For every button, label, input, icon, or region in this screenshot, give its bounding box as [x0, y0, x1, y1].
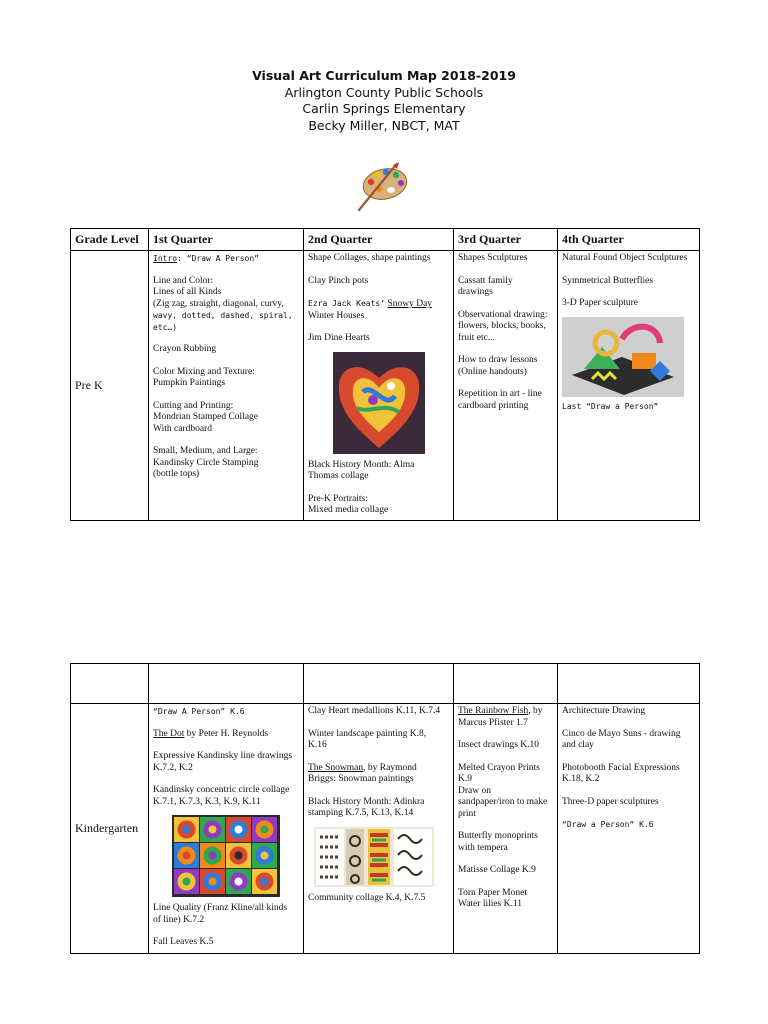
- list-item: The Rainbow Fish, by Marcus Pfister 1.7: [458, 706, 543, 728]
- list-item: Intro: “Draw A Person”: [153, 254, 259, 263]
- school-name: Carlin Springs Elementary: [302, 101, 466, 116]
- list-item: Cutting and Printing: Mondrian Stamped Collage With cardboard: [153, 400, 259, 434]
- list-item: Repetition in art - line cardboard printing: [458, 389, 542, 411]
- kinder-q2-cell: [304, 704, 454, 954]
- paper-sculpture-image: [562, 317, 684, 397]
- header-4th-quarter: 4th Quarter: [558, 229, 700, 251]
- list-item: Kandinsky concentric circle collage K.7.1, K.7.3, K.3, K.9, K.11: [153, 785, 290, 807]
- kinder-q3-cell: [454, 704, 558, 954]
- adinkra-stamping-image: [314, 827, 434, 887]
- list-item: Black History Month: Alma Thomas collage: [308, 459, 415, 481]
- list-item: Architecture Drawing: [562, 706, 646, 716]
- list-item: Fall Leaves K.5: [153, 937, 214, 947]
- empty-header-cell: [71, 664, 149, 704]
- list-item: Observational drawing: flowers, blocks, books, fruit etc...: [458, 309, 548, 343]
- list-item: Community collage K.4, K.7.5: [308, 892, 426, 903]
- jim-dine-heart-image: [333, 352, 425, 454]
- list-item: Line Quality (Franz Kline/all kinds of line) K.7.2: [153, 903, 288, 925]
- list-item: The Dot by Peter H. Reynolds: [153, 728, 269, 739]
- kindergarten-table: [70, 663, 700, 954]
- list-item: “Draw a Person” K.6: [562, 820, 654, 829]
- header-grade-level: Grade Level: [71, 229, 149, 251]
- list-item: Pre-K Portraits: Mixed media collage: [308, 493, 389, 515]
- kinder-q1-cell: [149, 704, 304, 954]
- district-name: Arlington County Public Schools: [284, 84, 484, 100]
- list-item: Color Mixing and Texture: Pumpkin Paintings: [153, 366, 255, 388]
- list-item: Cassatt family drawings: [458, 275, 513, 297]
- empty-header-cell: [304, 664, 454, 704]
- list-item: 3-D Paper sculpture: [562, 298, 638, 308]
- list-item: Photobooth Facial Expressions K.18, K.2: [562, 762, 680, 784]
- prek-q4-cell: [558, 251, 700, 521]
- list-item: Symmetrical Butterflies: [562, 275, 654, 286]
- grade-kindergarten: Kindergarten: [71, 704, 149, 954]
- list-item: Clay Heart medallions K.11, K.7.4: [308, 706, 441, 716]
- list-item: Butterfly monoprints with tempera: [458, 831, 538, 853]
- paint-palette-icon: [355, 160, 411, 212]
- list-item: Matisse Collage K.9: [458, 865, 536, 875]
- list-item: Expressive Kandinsky line drawings K.7.2, K.2: [153, 751, 293, 773]
- document-title: Visual Art Curriculum Map 2018-2019: [252, 68, 516, 83]
- list-item: Shape Collages, shape paintings: [308, 253, 431, 263]
- empty-header-cell: [454, 664, 558, 704]
- list-item: Line and Color: Lines of all Kinds (Zig zag, straight, diagonal, curvy, wavy, dotted, dashed, spiral, etc…): [153, 275, 293, 332]
- list-item: Small, Medium, and Large: Kandinsky Circle Stamping (bottle tops): [153, 446, 259, 479]
- prek-q1-cell: [149, 251, 304, 521]
- list-item: Last “Draw a Person”: [562, 401, 659, 411]
- list-item: Jim Dine Hearts: [308, 333, 370, 343]
- list-item: Melted Crayon Prints K.9 Draw on sandpaper/iron to make print: [458, 762, 548, 819]
- header-2nd-quarter: 2nd Quarter: [304, 229, 454, 251]
- list-item: Clay Pinch pots: [308, 275, 369, 286]
- list-item: Crayon Rubbing: [153, 344, 217, 354]
- list-item: Shapes Sculptures: [458, 253, 528, 263]
- list-item: “Draw A Person” K.6: [153, 707, 245, 716]
- list-item: The Snowman, by Raymond Briggs: Snowman paintings: [308, 762, 417, 784]
- prek-q3-cell: [454, 251, 558, 521]
- prek-q2-cell: [304, 251, 454, 521]
- document-header: [0, 68, 768, 134]
- empty-header-cell: [149, 664, 304, 704]
- header-3rd-quarter: 3rd Quarter: [454, 229, 558, 251]
- list-item: Natural Found Object Sculptures: [562, 253, 688, 263]
- list-item: Insect drawings K.10: [458, 740, 539, 750]
- header-1st-quarter: 1st Quarter: [149, 229, 304, 251]
- list-item: Cinco de Mayo Suns - drawing and clay: [562, 728, 681, 750]
- grade-prek: Pre K: [71, 251, 149, 521]
- list-item: Winter landscape painting K.8, K.16: [308, 728, 427, 750]
- list-item: Three-D paper sculptures: [562, 796, 659, 807]
- kinder-q4-cell: [558, 704, 700, 954]
- list-item: Black History Month: Adinkra stamping K.7.5, K.13, K.14: [308, 796, 425, 818]
- empty-header-cell: [558, 664, 700, 704]
- kandinsky-circles-image: [172, 815, 280, 897]
- prek-table: [70, 228, 700, 521]
- teacher-name: Becky Miller, NBCT, MAT: [308, 117, 460, 133]
- list-item: Torn Paper Monet Water lilies K.11: [458, 887, 527, 909]
- list-item: Ezra Jack Keats’ Snowy Day Winter Houses: [308, 299, 433, 321]
- list-item: How to draw lessons (Online handouts): [458, 355, 538, 377]
